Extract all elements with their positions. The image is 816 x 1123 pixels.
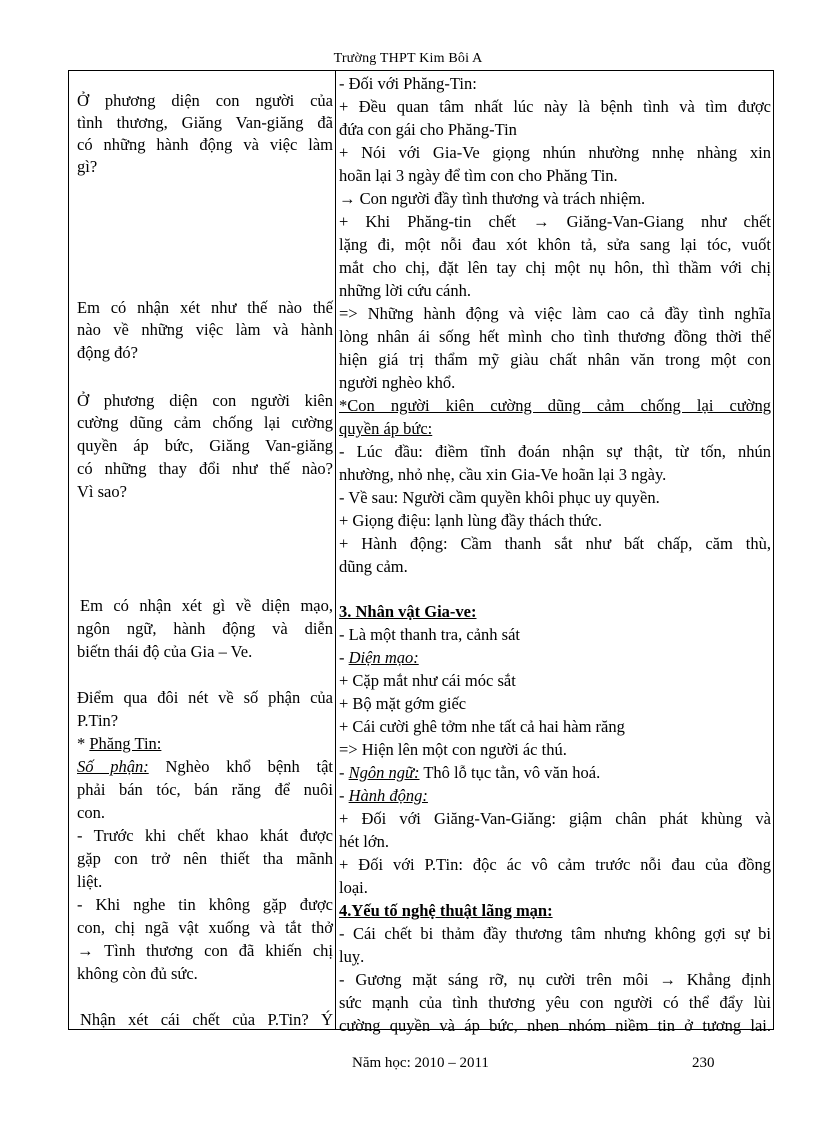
question-line: nào về những việc làm và hành	[77, 320, 333, 339]
answer-line: loại.	[339, 878, 368, 897]
answer-line: mắt cho chị, đặt lên tay chị một nụ hôn, thì thầm với chị	[339, 258, 771, 277]
answers-column	[339, 71, 775, 1035]
answer-line: cường quyền và áp bức, nhen nhóm niềm tin ở tương lai.	[339, 1016, 771, 1035]
answer-line: dũng cảm.	[339, 557, 408, 576]
question-line: Em có nhận xét gì về diện mạo,	[80, 596, 333, 615]
answer-line: + Đối với P.Tin: độc ác vô cảm trước nỗi đau của đồng	[339, 855, 771, 874]
answer-line: + Nói với Gia-Ve giọng nhún nhường nnhẹ nhàng xin	[339, 143, 771, 162]
questions-column	[69, 71, 335, 1029]
answer-line: - Trước khi chết khao khát được	[77, 826, 333, 845]
answer-line: + Khi Phăng-tin chết → Giăng-Van-Giang như chết	[339, 212, 771, 231]
answer-line: - Cái chết bi thảm đầy thương tâm nhưng không gợi sự bi	[339, 924, 771, 943]
answer-line: + Hành động: Cầm thanh sắt như bất chấp, căm thù,	[339, 534, 771, 553]
question-line: gì?	[77, 157, 98, 176]
answer-line: Số phận: Nghèo khổ bệnh tật	[77, 757, 333, 776]
answer-line: → Con người đầy tình thương và trách nhiệm.	[339, 189, 646, 208]
question-line: Nhận xét cái chết của P.Tin? Ý	[80, 1010, 333, 1029]
answer-line: + Cái cười ghê tởm nhe tất cả hai hàm răng	[339, 717, 625, 736]
question-line: Em có nhận xét như thế nào thế	[77, 298, 333, 317]
answer-line: lặng đi, một nỗi đau xót khôn tả, sửa sang lại tóc, vuốt	[339, 235, 771, 254]
answer-line: không còn đủ sức.	[77, 964, 198, 983]
question-line: Ở phương diện con người của	[77, 91, 333, 110]
question-line: P.Tin?	[77, 711, 119, 730]
answer-line: - Hành động:	[339, 786, 428, 805]
answer-line: + Cặp mắt như cái móc sắt	[339, 671, 516, 690]
answer-line: gặp con trở nên thiết tha mãnh	[77, 849, 333, 868]
question-line: Vì sao?	[77, 482, 127, 501]
answer-line: đứa con gái cho Phăng-Tin	[339, 120, 517, 139]
answer-line: - Lúc đầu: điềm tĩnh đoán nhận sự thật, từ tốn, nhún	[339, 442, 771, 461]
answer-line: liệt.	[77, 872, 103, 891]
answer-line: hoãn lại 3 ngày để tìm con cho Phăng Tin.	[339, 166, 618, 185]
answer-line: sức mạnh của tình thương yêu con người có thể đẩy lùi	[339, 993, 771, 1012]
answer-line: + Bộ mặt gớm giếc	[339, 694, 467, 713]
answer-line: con.	[77, 803, 105, 822]
question-line: có những thay đổi như thế nào?	[77, 459, 333, 478]
answer-line: lòng nhân ái sống hết mình cho tình thương đồng thời thể	[339, 327, 771, 346]
question-line: quyền áp bức, Giăng Van-giăng	[77, 436, 333, 455]
answer-line: - Ngôn ngữ: Thô lỗ tục tằn, vô văn hoá.	[339, 763, 601, 782]
answer-line: con, chị ngã vật xuống và tắt thở	[77, 918, 333, 937]
content-table	[68, 70, 774, 1035]
subheading-kien-cuong: *Con người kiên cường dũng cảm chống lại cường	[339, 396, 771, 415]
question-line: biếtn thái độ của Gia – Ve.	[77, 642, 253, 661]
answer-line: luỵ.	[339, 947, 365, 966]
footer-school-year: Năm học: 2010 – 2011	[352, 1055, 489, 1071]
section-heading-nghe-thuat: 4.Yếu tố nghệ thuật lãng mạn:	[339, 901, 553, 920]
answer-line: phải bán tóc, bán răng để nuôi	[77, 780, 333, 799]
question-line: Ở phương diện con người kiên	[77, 391, 333, 410]
answer-line: + Đối với Giăng-Van-Giăng: giậm chân phát khùng và	[339, 809, 771, 828]
answer-line: => Những hành động và việc làm cao cả đầy tình nghĩa	[339, 304, 771, 323]
answer-line: + Giọng điệu: lạnh lùng đầy thách thức.	[339, 511, 602, 530]
answer-line: + Đều quan tâm nhất lúc này là bệnh tình và tìm được	[339, 97, 771, 116]
answer-line: - Khi nghe tin không gặp được	[77, 895, 333, 914]
subheading-kien-cuong: quyền áp bức:	[339, 419, 433, 438]
answer-line: => Hiện lên một con người ác thú.	[339, 740, 567, 759]
answer-line: - Đối với Phăng-Tin:	[339, 74, 477, 93]
question-line: Điểm qua đôi nét về số phận của	[77, 688, 333, 707]
page-header: Trường THPT Kim Bôi A	[333, 51, 483, 66]
subheading-phang-tin: * Phăng Tin:	[77, 734, 162, 753]
answer-line: → Tình thương con đã khiến chị	[77, 941, 333, 960]
answer-line: - Gương mặt sáng rỡ, nụ cười trên môi → Khẳng định	[339, 970, 771, 989]
question-line: cường dũng cảm chống lại cường	[77, 413, 333, 432]
question-line: ngôn ngữ, hành động và diễn	[77, 619, 333, 638]
column-divider	[335, 71, 336, 1029]
answer-line: hét lớn.	[339, 832, 389, 851]
answer-line: nhường, nhỏ nhẹ, cầu xin Gia-Ve hoãn lại 3 ngày.	[339, 465, 667, 484]
answer-line: - Diện mạo:	[339, 648, 419, 667]
answer-line: người nghèo khổ.	[339, 373, 456, 392]
question-line: tình thương, Giăng Van-giăng đã	[77, 113, 333, 132]
page-number: 230	[692, 1055, 715, 1071]
question-line: động đó?	[77, 343, 138, 362]
answer-line: - Về sau: Người cầm quyền khôi phục uy quyền.	[339, 488, 660, 507]
answer-line: hiện giá trị thẩm mỹ giàu chất nhân văn trong một con	[339, 350, 771, 369]
question-line: có những hành động và việc làm	[77, 135, 333, 154]
answer-line: - Là một thanh tra, cảnh sát	[339, 625, 520, 644]
section-heading-gia-ve: 3. Nhân vật Gia-ve:	[339, 602, 477, 621]
answer-line: những lời cứu cánh.	[339, 281, 471, 300]
